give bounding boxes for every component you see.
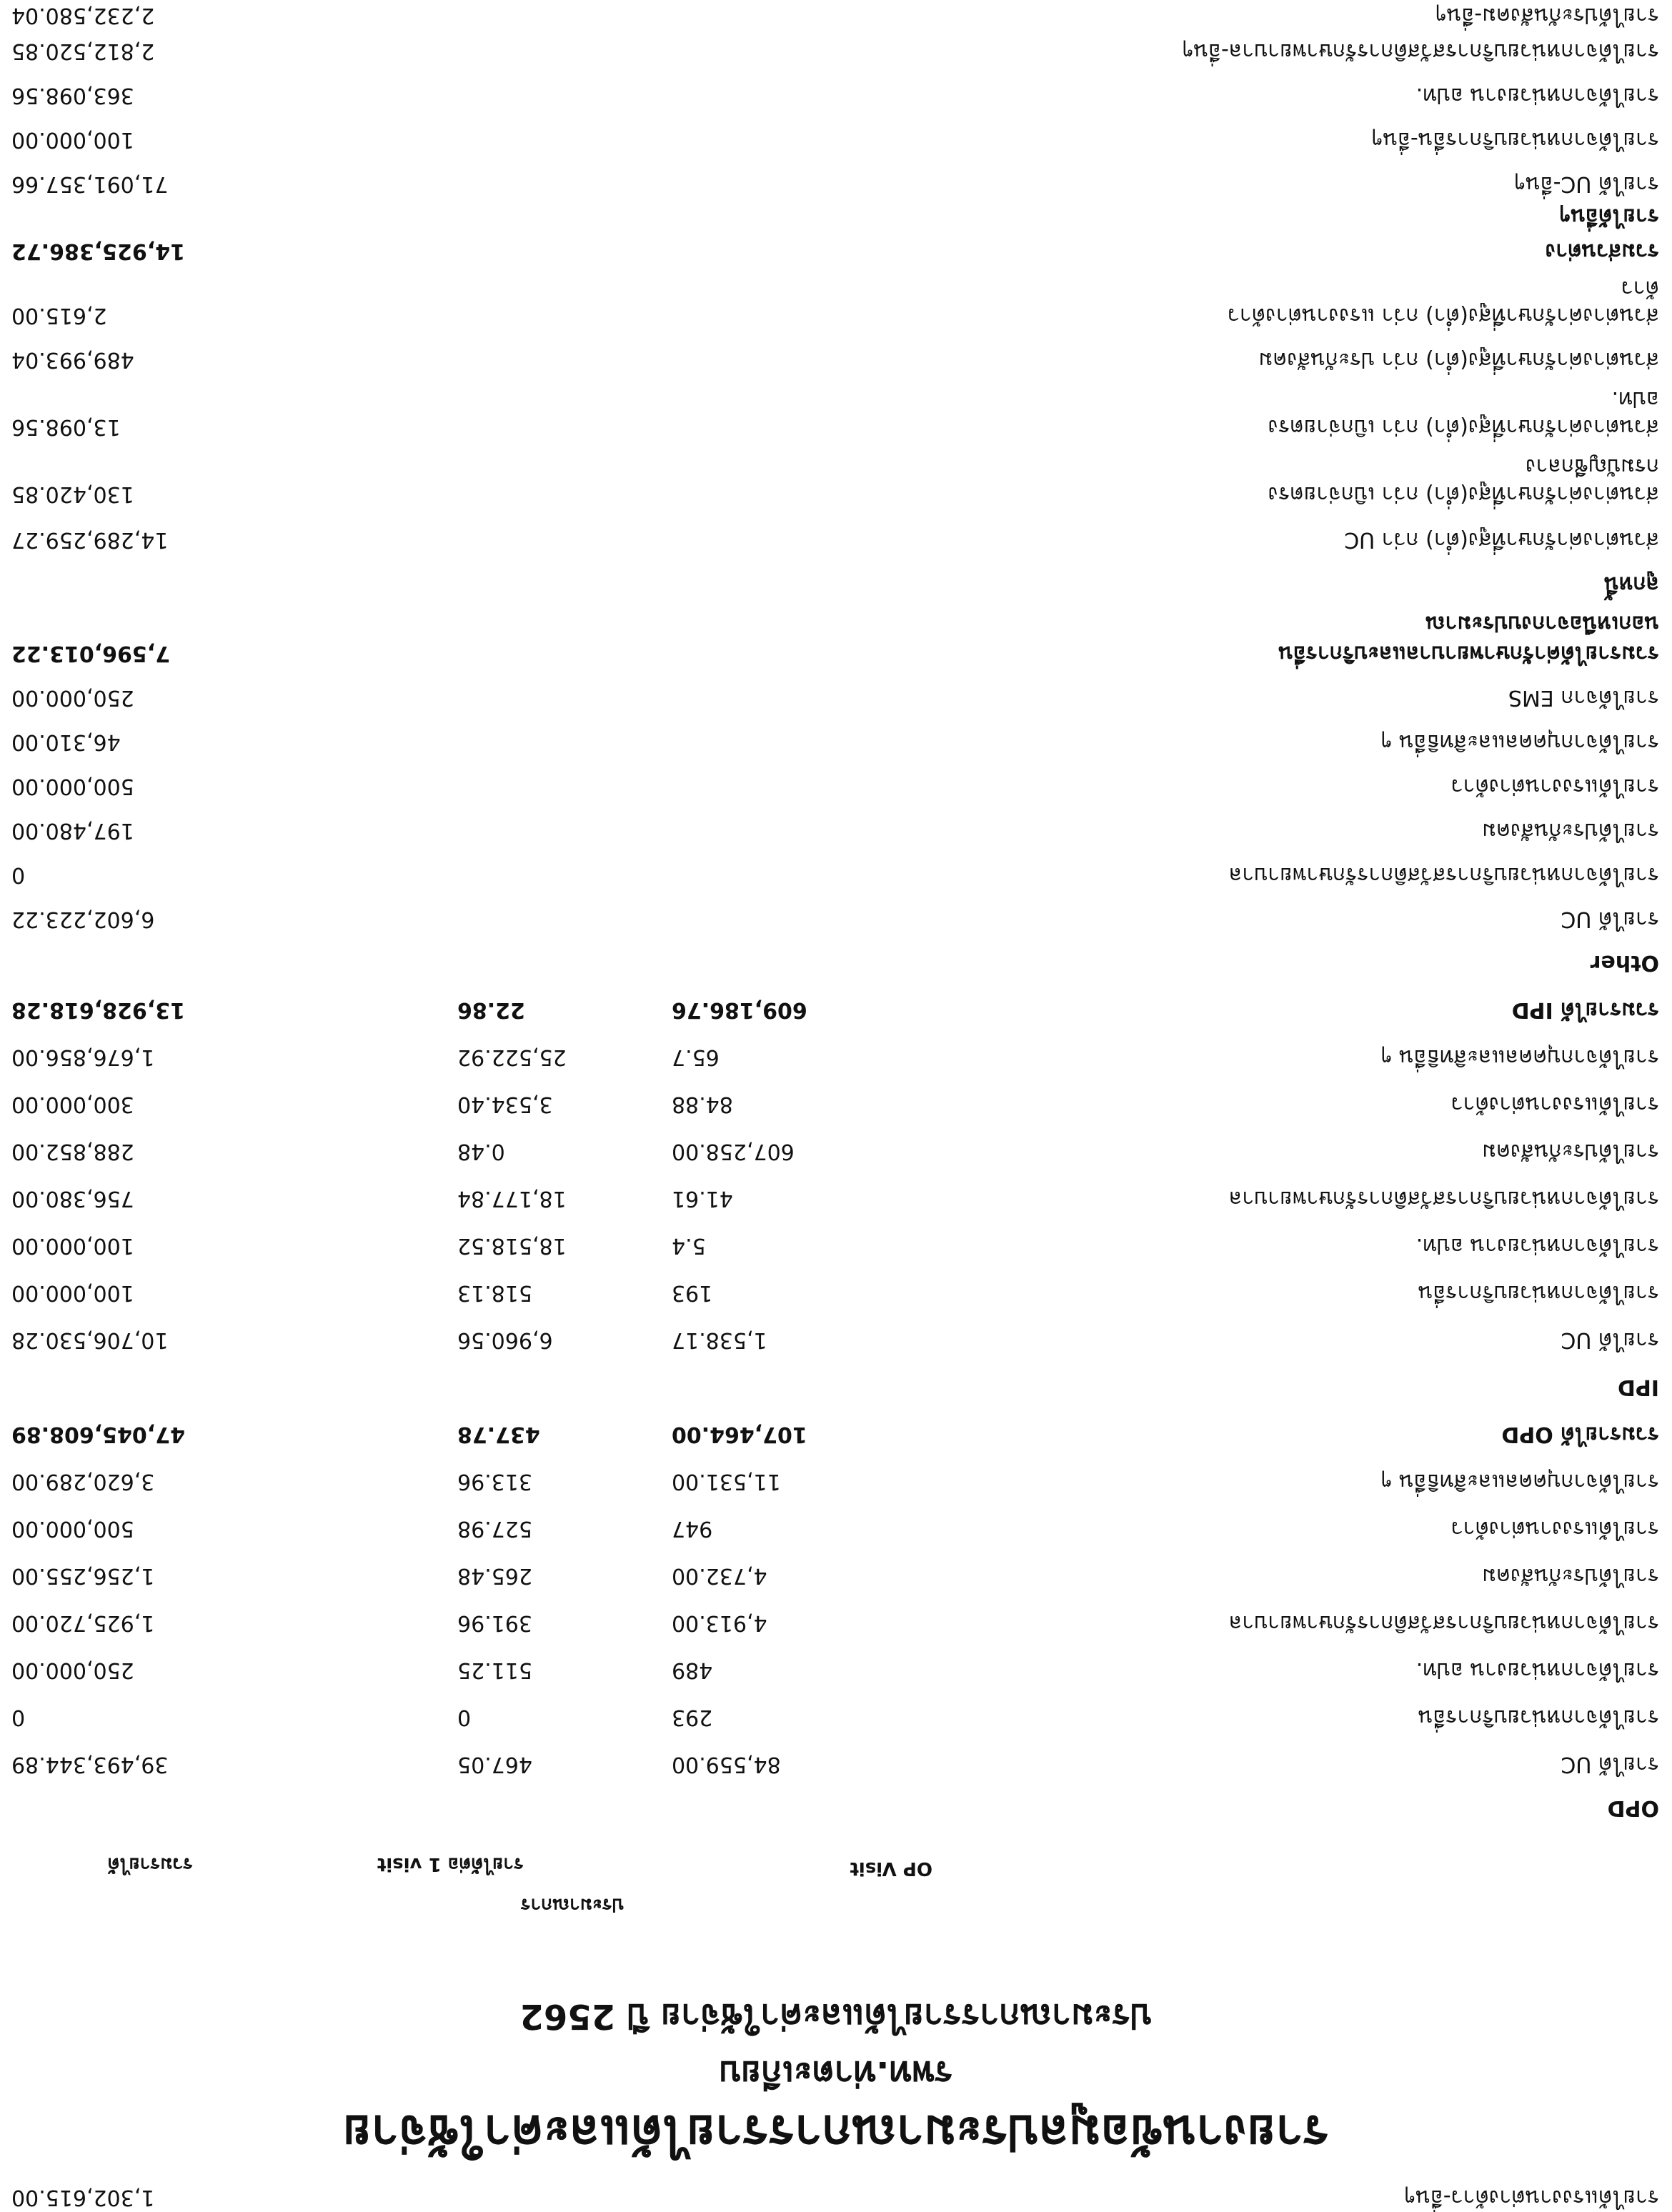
total-value: 1,676,856.00 — [11, 1045, 155, 1070]
total-value: 2,812,520.85 — [11, 39, 155, 64]
total-value: 250,000.00 — [11, 685, 134, 710]
op-visit-value: 84.88 — [672, 1092, 733, 1117]
row-label: รวมรายได้ IPD — [1511, 997, 1659, 1022]
row-label: รายได้ประกันสังคม — [1482, 818, 1659, 843]
table-row — [0, 116, 1672, 163]
table-row — [0, 1033, 1672, 1080]
row-label: ส่วนต่างค่ารักษาที่สูง(ต่ำ) กว่า เบิกจ่ายตรง — [1268, 414, 1659, 439]
per-visit-value: 391.96 — [457, 1610, 532, 1635]
section-label: ลูกหนี้ — [1604, 572, 1659, 597]
total-value: 71,091,357.66 — [11, 171, 169, 196]
total-value: 13,928,618.28 — [11, 997, 185, 1022]
row-label: รายได้จากหน่วยบริการอื่น-อื่นๆ — [1371, 127, 1659, 152]
per-visit-value: 527.98 — [457, 1516, 532, 1541]
table-row — [0, 1127, 1672, 1175]
total-value: 500,000.00 — [11, 774, 134, 799]
per-visit-value: 25,522.92 — [457, 1045, 567, 1070]
header-estimate-group: ประมาณการ — [520, 1894, 624, 1915]
row-label: รายได้ประกันสังคม — [1482, 1139, 1659, 1164]
table-row-continuation — [0, 273, 1672, 303]
op-visit-value: 193 — [672, 1280, 713, 1305]
op-visit-value: 4,913.00 — [672, 1610, 767, 1635]
per-visit-value: 467.05 — [457, 1752, 532, 1777]
per-visit-value: 22.86 — [457, 997, 525, 1022]
row-label: รายได้จากหน่วยบริการสวัสดิการรักษาพยาบาล-อื่นๆ — [1182, 39, 1659, 64]
section-label: Other — [1590, 950, 1659, 975]
table-row — [0, 27, 1672, 74]
total-value: 288,852.00 — [11, 1139, 134, 1164]
table-row-total-debt — [0, 227, 1672, 274]
total-value: 47,045,608.89 — [11, 1422, 185, 1447]
row-label: รวมส่วนต่าง — [1545, 239, 1659, 264]
table-row — [0, 1175, 1672, 1222]
op-visit-value: 489 — [672, 1658, 713, 1683]
total-value: 10,706,530.28 — [11, 1327, 169, 1352]
table-row-total-opd — [0, 1410, 1672, 1458]
row-label: รายได้จาก EMS — [1508, 685, 1659, 710]
total-value: 130,420.85 — [11, 482, 134, 507]
table-row — [0, 336, 1672, 383]
row-label: นอกเหนือจากงบประมาณ — [1425, 611, 1659, 636]
section-heading-other — [0, 939, 1672, 986]
row-label: รายได้ UC — [1561, 907, 1659, 932]
total-value: 1,256,255.00 — [11, 1563, 155, 1588]
total-value: 39,493,344.89 — [11, 1752, 169, 1777]
section-label: OPD — [1607, 1795, 1659, 1820]
table-row — [0, 1599, 1672, 1646]
op-visit-value: 107,464.00 — [672, 1422, 807, 1447]
header-revenue-per-visit: รายได้ต่อ 1 visit — [377, 1853, 524, 1875]
row-label: กรมบัญชีกลาง — [1525, 454, 1659, 479]
table-row — [0, 516, 1672, 563]
row-label: รายได้จากหน่วยบริการสวัสดิการรักษาพยาบาล — [1228, 1186, 1659, 1211]
per-visit-value: 0 — [457, 1705, 472, 1730]
row-label: รายได้จากบุคคลและสิทธิอื่น ๆ — [1380, 1045, 1659, 1070]
per-visit-value: 3,534.40 — [457, 1092, 553, 1117]
table-row — [0, 160, 1672, 207]
table-row — [0, 2182, 1672, 2212]
total-value: 3,620,289.00 — [11, 1469, 155, 1494]
row-label: รายได้จากบุคคลและสิทธิอื่น ๆ — [1380, 1469, 1659, 1494]
per-visit-value: 0.48 — [457, 1139, 505, 1164]
total-value: 14,289,259.27 — [11, 527, 169, 552]
row-label: รายได้ UC — [1561, 1327, 1659, 1352]
section-label: รายได้อื่นๆ — [1559, 204, 1659, 229]
per-visit-value: 6,960.56 — [457, 1327, 553, 1352]
table-row — [0, 71, 1672, 119]
table-row — [0, 1552, 1672, 1599]
total-value: 363,098.56 — [11, 83, 134, 108]
op-visit-value: 293 — [672, 1705, 713, 1730]
report-subtitle: ประมาณการรายได้และค่าใช้จ่าย ปี 2562 — [519, 1996, 1153, 2036]
total-value: 500,000.00 — [11, 1516, 134, 1541]
section-heading-opd — [0, 1784, 1672, 1831]
table-row-continuation — [0, 384, 1672, 414]
total-value: 489,993.04 — [11, 347, 134, 372]
total-value: 1,302,615.00 — [11, 2185, 155, 2210]
row-label: ด้าว — [1621, 276, 1659, 301]
table-row — [0, 1222, 1672, 1269]
row-label: รายได้จากหน่วยงาน อปท. — [1415, 83, 1659, 108]
total-value: 756,380.00 — [11, 1186, 134, 1211]
row-label: ส่วนต่างค่ารักษาที่สูง(ต่ำ) กว่า เบิกจ่ายตรง — [1268, 482, 1659, 507]
table-row-continuation — [0, 451, 1672, 481]
op-visit-value: 65.7 — [672, 1045, 720, 1070]
hospital-name: รพท.ท่าตะเกียบ — [719, 2053, 953, 2093]
total-value: 2,615.00 — [11, 303, 107, 328]
row-label: รายได้แรงงานต่างด้าว — [1450, 1516, 1659, 1541]
table-row — [0, 1740, 1672, 1788]
total-value: 0 — [11, 1705, 26, 1730]
table-row — [0, 1646, 1672, 1693]
total-value: 13,098.56 — [11, 414, 121, 439]
op-visit-value: 1,538.17 — [672, 1327, 767, 1352]
total-value: 0 — [11, 862, 26, 887]
total-value: 1,925,720.00 — [11, 1610, 155, 1635]
total-value: 100,000.00 — [11, 1233, 134, 1258]
total-value: 100,000.00 — [11, 127, 134, 152]
section-label: IPD — [1617, 1375, 1659, 1400]
row-label: รายได้จากหน่วยบริการสวัสดิการรักษาพยาบาล — [1228, 862, 1659, 887]
report-title: รายงานข้อมูลประมาณการรายได้และค่าใช้จ่าย — [342, 2104, 1330, 2161]
table-row — [0, 807, 1672, 854]
row-label: รายได้จากหน่วยงาน อปท. — [1415, 1233, 1659, 1258]
table-row — [0, 895, 1672, 942]
table-row — [0, 1458, 1672, 1505]
total-value: 7,596,013.22 — [11, 641, 171, 666]
total-value: 6,602,223.22 — [11, 907, 155, 932]
op-visit-value: 41.61 — [672, 1186, 733, 1211]
row-label: รายได้แรงงานต่างด้าว — [1450, 1092, 1659, 1117]
per-visit-value: 511.25 — [457, 1658, 532, 1683]
table-row — [0, 1269, 1672, 1316]
table-row — [0, 674, 1672, 721]
section-heading-ipd — [0, 1363, 1672, 1410]
row-label: รายได้จากหน่วยบริการสวัสดิการรักษาพยาบาล — [1228, 1610, 1659, 1635]
op-visit-value: 84,559.00 — [672, 1752, 781, 1777]
table-row — [0, 0, 1672, 30]
section-heading-debt — [0, 560, 1672, 607]
table-row — [0, 762, 1672, 809]
row-label: รายได้ UC-อื่นๆ — [1513, 171, 1659, 196]
row-label: รวมรายได้ OPD — [1501, 1422, 1659, 1447]
per-visit-value: 265.48 — [457, 1563, 532, 1588]
table-row — [0, 1693, 1672, 1740]
per-visit-value: 18,177.84 — [457, 1186, 567, 1211]
header-total-revenue: รวมรายได้ — [107, 1853, 193, 1875]
row-label: รายได้ประกันสังคม-อื่นๆ — [1435, 3, 1659, 28]
table-row — [0, 1316, 1672, 1363]
total-value: 197,480.00 — [11, 818, 134, 843]
row-label: รายได้ UC — [1561, 1752, 1659, 1777]
op-visit-value: 607,258.00 — [672, 1139, 795, 1164]
op-visit-value: 4,732.00 — [672, 1563, 767, 1588]
per-visit-value: 437.78 — [457, 1422, 540, 1447]
op-visit-value: 5.4 — [672, 1233, 706, 1258]
row-label: รายได้จากหน่วยงาน อปท. — [1415, 1658, 1659, 1683]
table-row-total-ipd — [0, 986, 1672, 1033]
op-visit-value: 11,531.00 — [672, 1469, 781, 1494]
per-visit-value: 18,518.52 — [457, 1233, 567, 1258]
row-label: ส่วนต่างค่ารักษาที่สูง(ต่ำ) กว่า UC — [1344, 527, 1659, 552]
row-label: รายได้แรงงานต่างด้าว — [1450, 774, 1659, 799]
row-label: ส่วนต่างค่ารักษาที่สูง(ต่ำ) กว่า ประกันสังคม — [1258, 347, 1659, 372]
debt-intro-line — [0, 608, 1672, 638]
total-value: 300,000.00 — [11, 1092, 134, 1117]
total-value: 14,925,386.72 — [11, 239, 185, 264]
total-value: 46,310.00 — [11, 729, 121, 754]
row-label: รายได้จากหน่วยบริการอื่น — [1418, 1705, 1659, 1730]
op-visit-value: 947 — [672, 1516, 713, 1541]
row-label: ส่วนต่างค่ารักษาที่สูง(ต่ำ) กว่า แรงงานต่างด้าว — [1227, 303, 1659, 328]
row-label: รายได้ประกันสังคม — [1482, 1563, 1659, 1588]
table-row — [0, 718, 1672, 765]
row-label: รวมรายได้ค่ารักษาพยาบาลและบริการอื่น — [1278, 641, 1659, 666]
table-row — [0, 1505, 1672, 1552]
total-value: 2,232,580.04 — [11, 3, 155, 28]
total-value: 100,000.00 — [11, 1280, 134, 1305]
row-label: รายได้จากหน่วยบริการอื่น — [1418, 1280, 1659, 1305]
per-visit-value: 518.13 — [457, 1280, 532, 1305]
table-row — [0, 1080, 1672, 1127]
row-label: รายได้แรงงานต่างด้าว-อื่นๆ — [1404, 2185, 1659, 2210]
op-visit-value: 609,186.76 — [672, 997, 807, 1022]
row-label: รายได้จากบุคคลและสิทธิอื่น ๆ — [1380, 729, 1659, 754]
total-value: 250,000.00 — [11, 1658, 134, 1683]
header-op-visit: OP Visit — [850, 1858, 932, 1879]
per-visit-value: 313.96 — [457, 1469, 532, 1494]
table-row — [0, 851, 1672, 898]
row-label: อปท. — [1611, 387, 1659, 412]
